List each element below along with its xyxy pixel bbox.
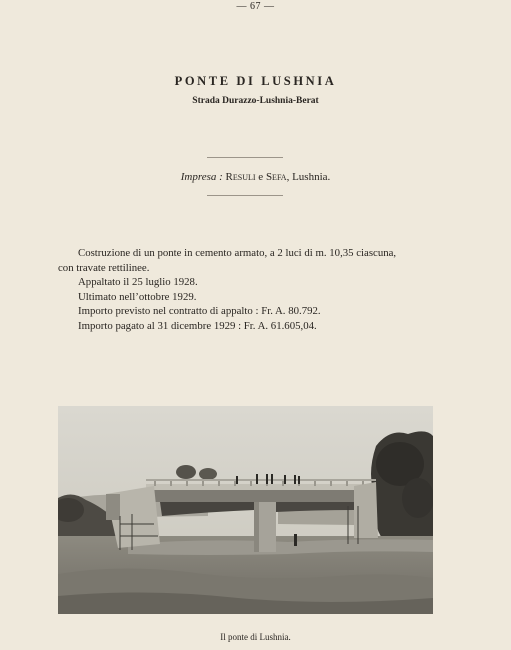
body-line: Costruzione di un ponte in cemento armato, a 2 luci di m. 10,35 ciascuna, bbox=[78, 247, 397, 259]
body-line: Ultimato nell’ottobre 1929. bbox=[78, 290, 197, 303]
contractor-conjunction: e bbox=[258, 171, 264, 183]
divider-top bbox=[207, 157, 283, 158]
contractor-name-2: Sefa, bbox=[265, 171, 290, 183]
body-line: Appaltato il 25 luglio 1928. bbox=[78, 276, 198, 289]
body-line: con travate rettilinee. bbox=[58, 261, 150, 274]
contractor-label: Impresa : bbox=[180, 171, 223, 183]
contractor-name-1: Resuli bbox=[225, 171, 256, 183]
divider-bottom bbox=[207, 195, 283, 196]
body-line: Importo pagato al 31 dicembre 1929 : Fr. A. 61.605,04. bbox=[78, 319, 317, 332]
page-number: — 67 — bbox=[236, 1, 275, 12]
contractor-line bbox=[0, 171, 511, 183]
page-subtitle: Strada Durazzo-Lushnia-Berat bbox=[192, 96, 319, 106]
body-line: Importo previsto nel contratto di appalto : Fr. A. 80.792. bbox=[78, 305, 321, 318]
photo-caption: Il ponte di Lushnia. bbox=[220, 632, 291, 642]
page-title: PONTE DI LUSHNIA bbox=[174, 74, 337, 88]
contractor-place: Lushnia. bbox=[292, 171, 331, 183]
body-text bbox=[58, 246, 450, 334]
bridge-photo bbox=[58, 406, 433, 614]
